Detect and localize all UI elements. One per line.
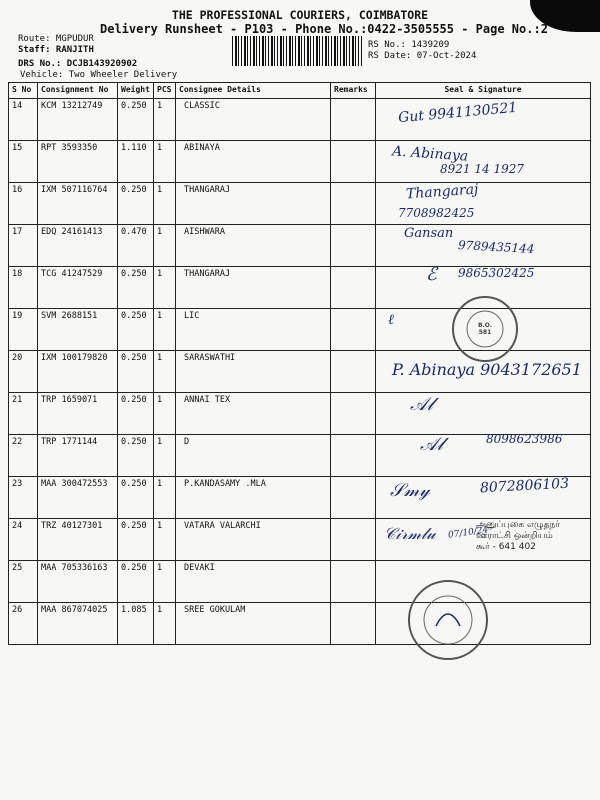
- cell-remarks: [331, 603, 376, 645]
- cell-consignee: VATARA VALARCHI: [176, 519, 331, 561]
- lic-seal-icon: [454, 298, 516, 360]
- cell-weight: 0.470: [118, 225, 154, 267]
- cell-pcs: 1: [154, 183, 176, 225]
- cell-remarks: [331, 351, 376, 393]
- cell-weight: 0.250: [118, 351, 154, 393]
- cell-sno: 24: [9, 519, 38, 561]
- cell-sno: 17: [9, 225, 38, 267]
- cell-weight: 0.250: [118, 393, 154, 435]
- cell-consignee: ABINAYA: [176, 141, 331, 183]
- cell-weight: 0.250: [118, 435, 154, 477]
- cell-pcs: 1: [154, 351, 176, 393]
- cell-weight: 0.250: [118, 309, 154, 351]
- cell-sno: 14: [9, 99, 38, 141]
- cell-weight: 0.250: [118, 477, 154, 519]
- cell-remarks: [331, 225, 376, 267]
- cell-remarks: [331, 519, 376, 561]
- cell-remarks: [331, 561, 376, 603]
- cell-remarks: [331, 309, 376, 351]
- signature-row-20: P. Abinaya 9043172651: [392, 360, 582, 379]
- col-consignment: Consignment No: [38, 83, 118, 99]
- runsheet-title: Delivery Runsheet - P103 - Phone No.:0422-3505555 - Page No.:2: [100, 22, 548, 36]
- cell-pcs: 1: [154, 267, 176, 309]
- cell-remarks: [331, 267, 376, 309]
- gokulam-seal: [408, 580, 488, 660]
- scribble-row-19: ℓ: [388, 312, 394, 328]
- cell-weight: 0.250: [118, 99, 154, 141]
- cell-consignee: D: [176, 435, 331, 477]
- cell-consignee: ANNAI TEX: [176, 393, 331, 435]
- cell-consignee: P.KANDASAMY .MLA: [176, 477, 331, 519]
- cell-sno: 22: [9, 435, 38, 477]
- phone-row-17: 9789435144: [457, 238, 535, 256]
- cell-consignment-no: IXM 100179820: [38, 351, 118, 393]
- phone-row-22: 8098623986: [486, 432, 563, 446]
- rs-number: RS No.: 1439209: [368, 40, 450, 50]
- cell-remarks: [331, 141, 376, 183]
- tamil-stamp: [476, 520, 560, 553]
- cell-weight: 1.110: [118, 141, 154, 183]
- scribble-row-21: 𝒜𝓁: [410, 394, 434, 415]
- cell-sno: 20: [9, 351, 38, 393]
- signature-row-15: A. Abinaya: [391, 143, 469, 165]
- date-row-24: 07/10/24: [447, 525, 489, 541]
- table-row: [9, 603, 591, 645]
- table-row: [9, 561, 591, 603]
- cell-consignee: THANGARAJ: [176, 183, 331, 225]
- cell-consignment-no: IXM 507116764: [38, 183, 118, 225]
- cell-consignee: THANGARAJ: [176, 267, 331, 309]
- cell-weight: 0.250: [118, 183, 154, 225]
- phone-row-18: 9865302425: [458, 266, 535, 280]
- svg-text:581: 581: [478, 329, 492, 336]
- barcode: [232, 36, 362, 66]
- cell-weight: 0.250: [118, 561, 154, 603]
- cell-remarks: [331, 183, 376, 225]
- cell-consignee: LIC: [176, 309, 331, 351]
- cell-pcs: 1: [154, 435, 176, 477]
- cell-consignment-no: EDQ 24161413: [38, 225, 118, 267]
- lic-seal: [452, 296, 518, 362]
- vehicle: Vehicle: Two Wheeler Delivery: [20, 70, 178, 80]
- tamil-stamp-line-3: கூர் - 641 402: [476, 542, 536, 552]
- cell-consignment-no: RPT 3593350: [38, 141, 118, 183]
- signature-row-14: Gut 9941130521: [397, 99, 518, 127]
- col-consignee: Consignee Details: [176, 83, 331, 99]
- cell-pcs: 1: [154, 477, 176, 519]
- table-row: [9, 183, 591, 225]
- cell-consignment-no: MAA 300472553: [38, 477, 118, 519]
- cell-sno: 21: [9, 393, 38, 435]
- cell-pcs: 1: [154, 519, 176, 561]
- tamil-stamp-line-2: ஊராட்சி ஒன்றியம்: [476, 531, 553, 541]
- cell-sno: 25: [9, 561, 38, 603]
- cell-consignment-no: TRP 1659071: [38, 393, 118, 435]
- cell-consignment-no: KCM 13212749: [38, 99, 118, 141]
- scribble-row-18: ℰ: [426, 264, 437, 285]
- gokulam-seal-icon: [410, 582, 486, 658]
- drs-number: DRS No.: DCJB143920902: [18, 59, 138, 69]
- table-header-row: [9, 83, 591, 99]
- phone-row-16: 7708982425: [398, 206, 475, 220]
- cell-pcs: 1: [154, 99, 176, 141]
- cell-signature: [376, 393, 591, 435]
- scribble-row-24: 𝒞𝒾𝓇𝓂𝓁𝓊: [384, 524, 436, 543]
- cell-consignee: AISHWARA: [176, 225, 331, 267]
- cell-remarks: [331, 99, 376, 141]
- cell-sno: 18: [9, 267, 38, 309]
- cell-consignment-no: SVM 2688151: [38, 309, 118, 351]
- cell-weight: 0.250: [118, 519, 154, 561]
- col-signature: Seal & Signature: [376, 83, 591, 99]
- tamil-stamp-line-1: அனுப்புகை எழுதநர்: [476, 520, 560, 530]
- staff: Staff: RANJITH: [18, 45, 94, 55]
- company-title: THE PROFESSIONAL COURIERS, COIMBATORE: [171, 8, 429, 22]
- cell-remarks: [331, 435, 376, 477]
- cell-pcs: 1: [154, 393, 176, 435]
- cell-weight: 1.085: [118, 603, 154, 645]
- cell-sno: 15: [9, 141, 38, 183]
- cell-pcs: 1: [154, 603, 176, 645]
- col-pcs: PCS: [154, 83, 176, 99]
- scribble-row-23: 𝒮𝓂𝓎: [390, 480, 430, 501]
- cell-remarks: [331, 393, 376, 435]
- cell-sno: 19: [9, 309, 38, 351]
- route: Route: MGPUDUR: [18, 34, 94, 44]
- cell-sno: 23: [9, 477, 38, 519]
- scribble-row-22: 𝒜𝓁: [420, 434, 444, 455]
- cell-pcs: 1: [154, 141, 176, 183]
- cell-pcs: 1: [154, 225, 176, 267]
- col-weight: Weight: [118, 83, 154, 99]
- signature-row-17: Gansan: [404, 226, 454, 241]
- cell-consignee: DEVAKI: [176, 561, 331, 603]
- phone-row-23: 8072806103: [479, 475, 570, 497]
- svg-text:B.O.: B.O.: [477, 322, 493, 329]
- col-remarks: Remarks: [331, 83, 376, 99]
- table-row: [9, 393, 591, 435]
- cell-consignment-no: MAA 705336163: [38, 561, 118, 603]
- signature-row-16: Thangaraj: [405, 181, 479, 203]
- cell-weight: 0.250: [118, 267, 154, 309]
- cell-consignment-no: TRP 1771144: [38, 435, 118, 477]
- cell-consignment-no: MAA 867074025: [38, 603, 118, 645]
- cell-consignment-no: TRZ 40127301: [38, 519, 118, 561]
- cell-sno: 16: [9, 183, 38, 225]
- rs-date: RS Date: 07-Oct-2024: [368, 51, 477, 61]
- col-sno: S No: [9, 83, 38, 99]
- cell-sno: 26: [9, 603, 38, 645]
- cell-consignee: CLASSIC: [176, 99, 331, 141]
- cell-consignment-no: TCG 41247529: [38, 267, 118, 309]
- cell-consignee: SREE GOKULAM: [176, 603, 331, 645]
- cell-pcs: 1: [154, 561, 176, 603]
- cell-pcs: 1: [154, 309, 176, 351]
- cell-remarks: [331, 477, 376, 519]
- phone-row-15: 8921 14 1927: [440, 162, 524, 176]
- cell-consignee: SARASWATHI: [176, 351, 331, 393]
